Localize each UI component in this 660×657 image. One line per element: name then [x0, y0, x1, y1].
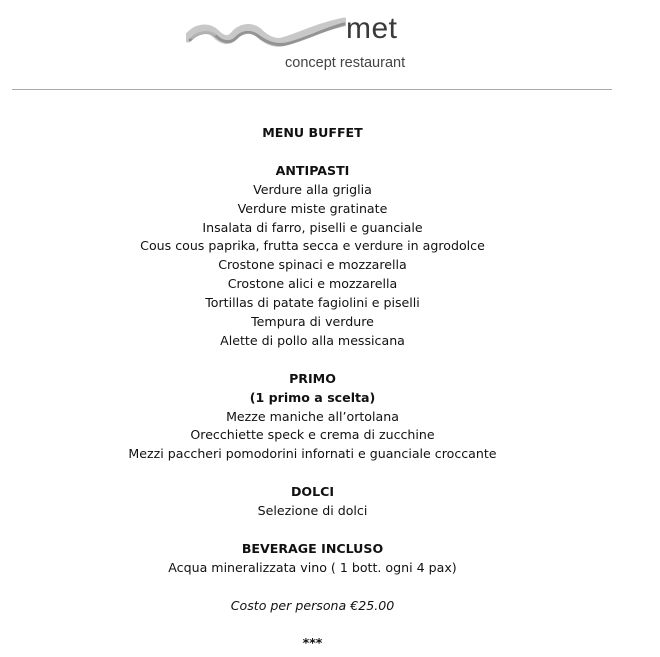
spacer — [0, 578, 625, 597]
menu-item: Insalata di farro, piselli e guanciale — [202, 219, 423, 235]
logo-subtitle: concept restaurant — [285, 55, 406, 71]
restaurant-header — [0, 0, 660, 90]
section-heading-antipasti: ANTIPASTI — [275, 162, 350, 178]
spacer — [0, 521, 625, 540]
footer-mark: *** — [302, 635, 323, 651]
menu-item: Orecchiette speck e crema di zucchine — [190, 427, 435, 443]
menu-item: Alette di pollo alla messicana — [220, 332, 405, 348]
menu-item: Verdure miste gratinate — [237, 200, 388, 216]
logo-wordmark: met — [346, 12, 398, 45]
header-divider — [12, 89, 612, 90]
spacer — [0, 615, 625, 634]
menu-item: Verdure alla griglia — [253, 181, 372, 197]
menu-item: Crostone alici e mozzarella — [227, 276, 398, 292]
menu-item: Cous cous paprika, frutta secca e verdure in agrodolce — [140, 238, 485, 254]
section-subheading-primo: (1 primo a scelta) — [249, 389, 376, 405]
spacer — [0, 143, 625, 162]
price-line: Costo per persona €25.00 — [230, 597, 395, 613]
spacer — [0, 351, 625, 370]
spacer — [0, 464, 625, 483]
menu-item: Mezzi paccheri pomodorini infornati e guanciale croccante — [128, 446, 497, 462]
menu-item: Crostone spinaci e mozzarella — [218, 257, 407, 273]
menu-item: Tempura di verdure — [251, 314, 374, 330]
menu-item: Mezze maniche all’ortolana — [226, 408, 399, 424]
section-heading-beverage: BEVERAGE INCLUSO — [241, 540, 384, 556]
menu-title: MENU BUFFET — [262, 125, 363, 140]
brush-swoosh-icon — [186, 14, 346, 54]
menu-item: Selezione di dolci — [257, 503, 368, 519]
section-heading-dolci: DOLCI — [290, 484, 335, 500]
menu-item: Acqua mineralizzata vino ( 1 bott. ogni 4 pax) — [168, 559, 457, 575]
menu-item: Tortillas di patate fagiolini e piselli — [205, 295, 420, 311]
section-heading-primo: PRIMO — [289, 370, 336, 386]
menu-body — [0, 124, 625, 653]
